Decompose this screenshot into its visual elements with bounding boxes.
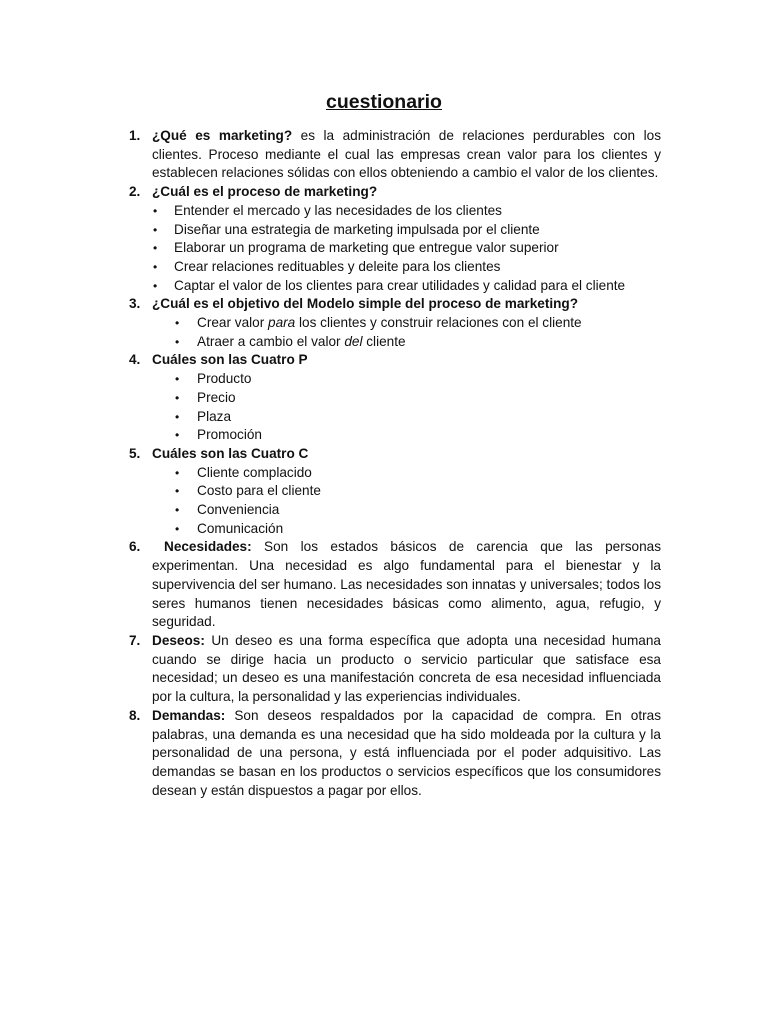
question-8 (129, 707, 661, 801)
bullet-list (152, 370, 661, 445)
question-heading: Deseos: (152, 632, 205, 648)
list-item (152, 501, 661, 520)
list-item-text: Costo para el cliente (197, 483, 321, 499)
question-heading: Cuáles son las Cuatro C (152, 445, 309, 461)
list-item-text: Atraer a cambio el valor (197, 333, 345, 349)
bullet-icon: • (175, 503, 180, 518)
list-item (152, 408, 661, 427)
question-4 (129, 351, 661, 445)
list-item (152, 520, 661, 539)
answer-text: Son los estados básicos de carencia que las personas experimentan. Una necesidad es algo fundamental para el bienestar y la supervivencia del ser humano. Las necesidades son innatas y universales; todos los seres humanos tienen necesidades básicas como alimento, agua, refugio, y seguridad. (152, 539, 661, 630)
list-item (152, 258, 661, 277)
question-3 (129, 295, 661, 351)
list-item (152, 333, 661, 352)
bullet-icon: • (175, 372, 180, 387)
emphasis-text: del (344, 333, 363, 349)
question-number: 8. (129, 707, 141, 723)
list-item-text: Promoción (197, 427, 262, 443)
bullet-icon: • (153, 259, 158, 274)
answer-text: Son deseos respaldados por la capacidad de compra. En otras palabras, una demanda es una necesidad que ha sido moldeada por la cultura y la personalidad de una persona, y está influenciada por el poder adquisitivo. Las demandas se basan en los productos o servicios específicos que los consumidores desean y están dispuestos a pagar por ellos. (152, 707, 661, 798)
question-heading: Cuáles son las Cuatro P (152, 352, 308, 368)
question-heading: Necesidades: (164, 539, 252, 555)
page-title: cuestionario (326, 91, 442, 113)
question-paragraph (152, 127, 661, 183)
list-item-text: Entender el mercado y las necesidades de los clientes (174, 202, 502, 218)
list-item-text: Captar el valor de los clientes para crear utilidades y calidad para el cliente (174, 277, 626, 293)
question-heading: ¿Cuál es el objetivo del Modelo simple del proceso de marketing? (152, 296, 579, 312)
bullet-icon: • (175, 334, 180, 349)
list-item-text: Elaborar un programa de marketing que entregue valor superior (174, 240, 559, 256)
question-paragraph (152, 538, 661, 632)
question-heading: ¿Qué es marketing? (152, 128, 293, 143)
bullet-icon: • (175, 428, 180, 443)
list-item (152, 314, 661, 333)
list-item-text: Cliente complacido (197, 464, 312, 480)
question-paragraph (152, 183, 661, 202)
list-item (152, 221, 661, 240)
answer-text: es la administración de relaciones perdurables con los clientes. Proceso mediante el cual las empresas crean valor para los clientes y establecen relaciones sólidas con ellos obteniendo a cambio el valor de los clientes. (152, 128, 661, 181)
bullet-icon: • (153, 222, 158, 237)
question-paragraph (152, 707, 661, 801)
question-number: 4. (129, 352, 141, 368)
question-2 (129, 183, 661, 295)
list-item (152, 482, 661, 501)
question-paragraph (152, 351, 661, 370)
bullet-icon: • (175, 316, 180, 331)
list-item-text: Comunicación (197, 520, 284, 536)
question-number: 5. (129, 445, 141, 461)
bullet-icon: • (175, 390, 180, 405)
bullet-icon: • (153, 241, 158, 256)
list-item-text: Producto (197, 371, 252, 387)
bullet-list (152, 314, 661, 351)
list-item (152, 277, 661, 296)
list-item (152, 202, 661, 221)
question-7 (129, 632, 661, 707)
question-5 (129, 445, 661, 539)
bullet-icon: • (153, 278, 158, 293)
question-6 (129, 538, 661, 632)
list-item-text: Precio (197, 389, 236, 405)
question-heading: ¿Cuál es el proceso de marketing? (152, 184, 378, 200)
list-item (152, 426, 661, 445)
question-number: 3. (129, 296, 141, 312)
question-number: 6. (129, 539, 141, 555)
list-item (152, 370, 661, 389)
question-1 (129, 127, 661, 183)
list-item-text: los clientes y construir relaciones con el cliente (295, 315, 582, 331)
bullet-icon: • (175, 484, 180, 499)
bullet-icon: • (175, 409, 180, 424)
question-heading: Demandas: (152, 707, 226, 723)
question-number: 2. (129, 184, 141, 200)
question-number: 1. (129, 128, 141, 143)
bullet-list (152, 202, 661, 296)
questionnaire (129, 127, 661, 800)
list-item-text: Plaza (197, 408, 232, 424)
question-paragraph (152, 445, 661, 464)
list-item-text: Conveniencia (197, 502, 280, 518)
list-item (152, 464, 661, 483)
bullet-icon: • (153, 203, 158, 218)
bullet-icon: • (175, 521, 180, 536)
list-item (152, 239, 661, 258)
bullet-list (152, 464, 661, 539)
emphasis-text: para (268, 315, 296, 331)
list-item-text: Diseñar una estrategia de marketing impulsada por el cliente (174, 221, 540, 237)
list-item-text: Crear relaciones redituables y deleite para los clientes (174, 258, 501, 274)
question-paragraph (152, 295, 661, 314)
list-item-text: cliente (362, 333, 406, 349)
list-item (152, 389, 661, 408)
list-item-text: Crear valor (197, 315, 269, 331)
bullet-icon: • (175, 465, 180, 480)
answer-text: Un deseo es una forma específica que adopta una necesidad humana cuando se dirige hacia un producto o servicio particular que satisface esa necesidad; un deseo es una manifestación concreta de esa necesidad influenciada por la cultura, la personalidad y las experiencias individuales. (152, 632, 661, 705)
question-number: 7. (129, 632, 141, 648)
question-paragraph (152, 632, 661, 707)
